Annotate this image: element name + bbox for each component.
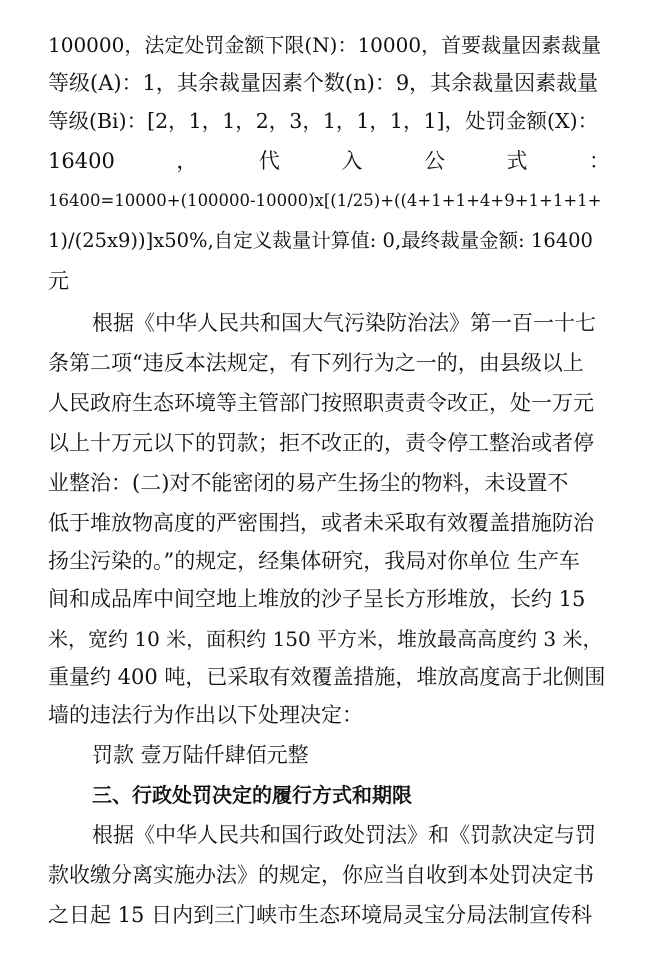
formula-intro-line xyxy=(48,142,610,180)
text-line: 扬尘污染的。”的规定，经集体研究，我局对你单位 生产车 xyxy=(48,549,580,573)
penalty-amount: 16400 xyxy=(48,149,115,173)
formula-char: 入 xyxy=(341,149,363,173)
paragraph-first-line: 根据《中华人民共和国行政处罚法》和《罚款决定与罚 xyxy=(92,823,596,847)
text-line: 米，宽约 10 米，面积约 150 平方米，堆放最高高度约 3 米， xyxy=(48,627,603,651)
text-line: 低于堆放物高度的严密围挡，或者未采取有效覆盖措施防治 xyxy=(48,511,594,535)
text-line: 重量约 400 吨，已采取有效覆盖措施，堆放高度高于北侧围 xyxy=(48,665,606,689)
text-line: 墙的违法行为作出以下处理决定： xyxy=(48,703,363,727)
text-line: 等级(Bi)：[2，1，1，2，3，1，1，1，1]，处罚金额(X)： xyxy=(48,109,599,133)
text-line: 之日起 15 日内到三门峡市生态环境局灵宝分局法制宣传科 xyxy=(48,903,593,927)
text-line: 人民政府生态环境等主管部门按照职责责令改正，处一万元 xyxy=(48,391,594,415)
text-line: 元 xyxy=(48,269,69,293)
formula-line: 16400=10000+(100000-10000)x[(1/25)+((4+1+1+4+9+1+1+1+ xyxy=(48,191,602,210)
text-line: 以上十万元以下的罚款；拒不改正的，责令停工整治或者停 xyxy=(48,431,594,455)
penalty-decision: 罚款 壹万陆仟肆佰元整 xyxy=(92,743,309,767)
text-line: 等级(A)：1，其余裁量因素个数(n)：9，其余裁量因素裁量 xyxy=(48,71,599,95)
text-line: 100000，法定处罚金额下限(N)：10000，首要裁量因素裁量 xyxy=(48,33,602,57)
formula-char: 公 xyxy=(423,149,445,173)
punctuation: ： xyxy=(589,149,610,173)
text-line: 款收缴分离实施办法》的规定，你应当自收到本处罚决定书 xyxy=(48,863,594,887)
text-line: 间和成品库中间空地上堆放的沙子呈长方形堆放，长约 15 xyxy=(48,587,586,611)
punctuation: ， xyxy=(176,149,198,173)
section-heading: 三、行政处罚决定的履行方式和期限 xyxy=(92,783,412,807)
formula-char: 代 xyxy=(258,149,280,173)
formula-line: 1)/(25x9))]x50%,自定义裁量计算值: 0,最终裁量金额: 16400 xyxy=(48,229,593,252)
paragraph-first-line: 根据《中华人民共和国大气污染防治法》第一百一十七 xyxy=(92,311,596,335)
formula-char: 式 xyxy=(506,149,528,173)
text-line: 条第二项“违反本法规定，有下列行为之一的，由县级以上 xyxy=(48,351,584,375)
text-line: 业整治：(二)对不能密闭的易产生扬尘的物料，未设置不 xyxy=(48,471,569,495)
